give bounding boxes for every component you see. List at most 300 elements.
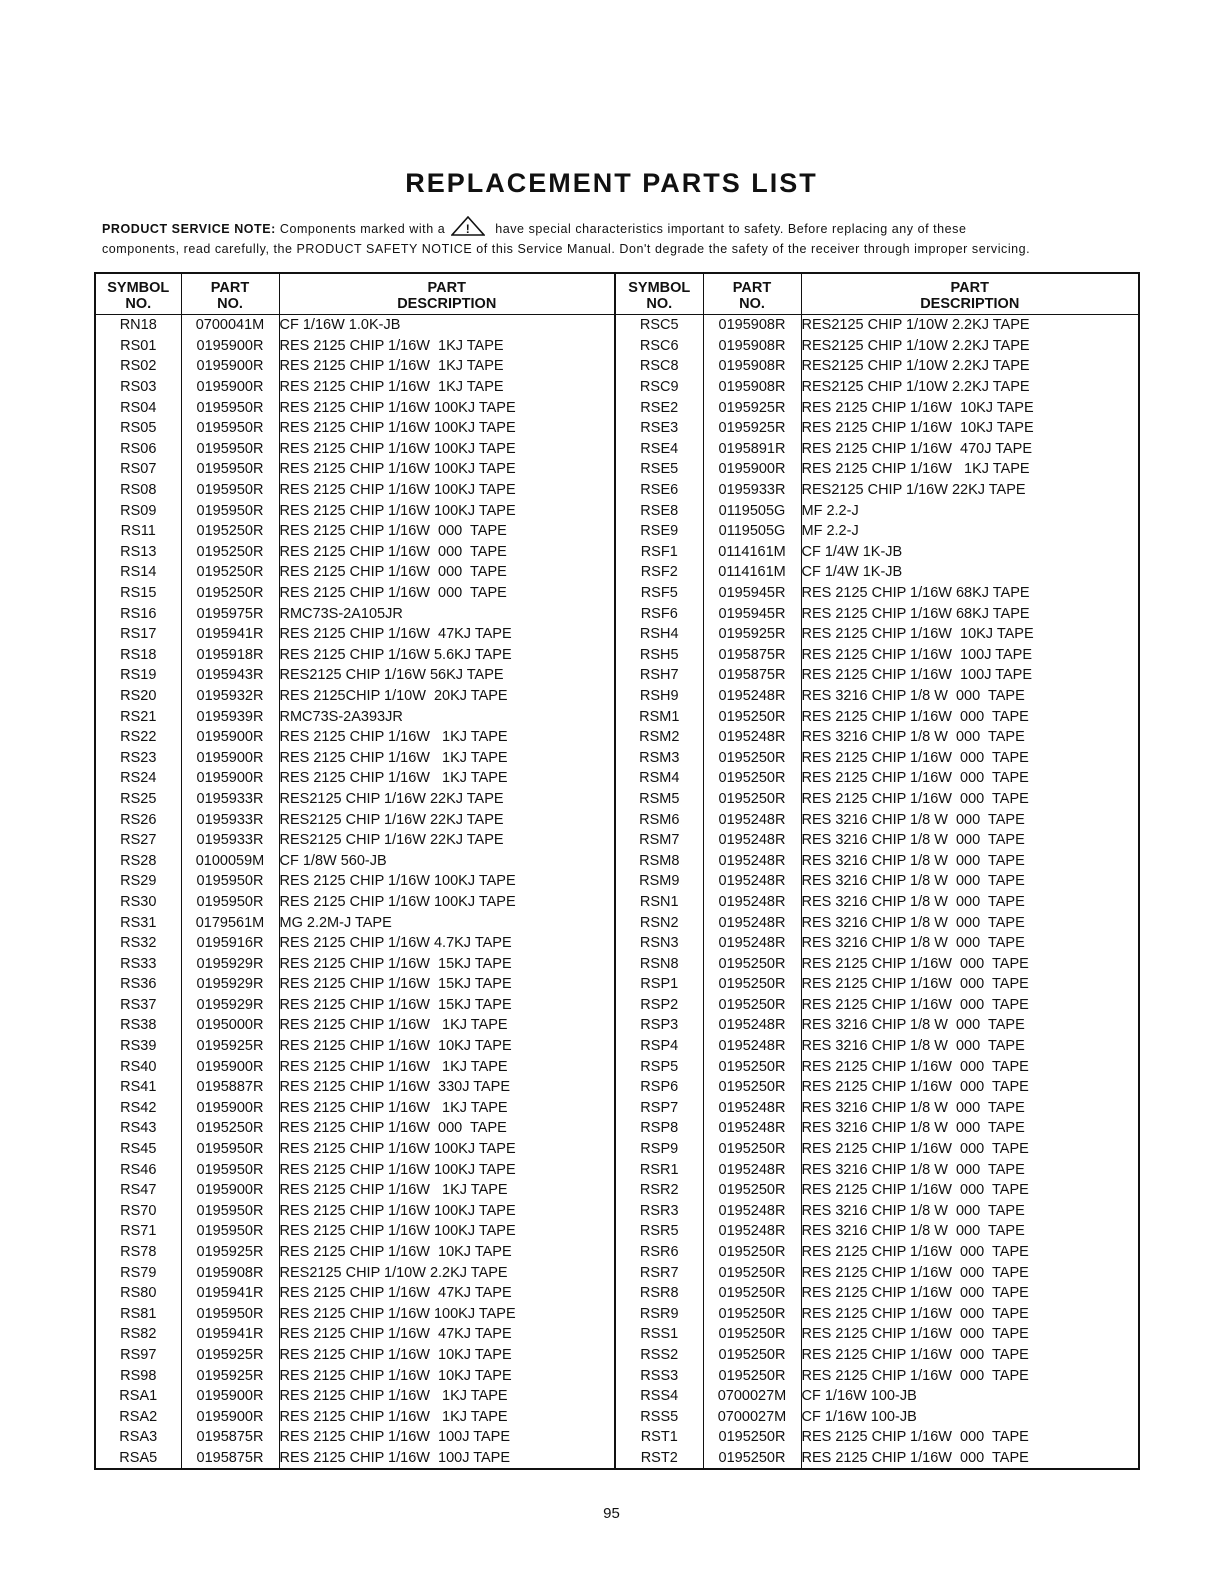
header-part-description: PART DESCRIPTION [279,273,615,315]
part-description-right-cell: RES 2125 CHIP 1/16W 000 TAPE [801,1242,1139,1263]
part-no-cell: 0195900R [181,1406,279,1427]
part-description-right-cell: RES 2125 CHIP 1/16W 68KJ TAPE [801,603,1139,624]
part-description-right-cell: RES 2125 CHIP 1/16W 000 TAPE [801,747,1139,768]
part-no-right-cell: 0195250R [703,1427,801,1448]
symbol-no-cell: RS05 [95,418,181,439]
part-no-cell: 0195932R [181,686,279,707]
symbol-no-cell: RS43 [95,1118,181,1139]
symbol-no-cell: RS15 [95,583,181,604]
table-row [95,953,1139,974]
symbol-no-cell: RS11 [95,521,181,542]
note-label: PRODUCT SERVICE NOTE: [102,222,276,236]
part-description-cell: RES 2125 CHIP 1/16W 100KJ TAPE [279,892,615,913]
table-row [95,562,1139,583]
part-no-right-cell: 0195250R [703,1056,801,1077]
symbol-no-right-cell: RSM3 [615,747,703,768]
note-text-2: have special characteristics important to safety. Before replacing any of these [495,222,967,236]
symbol-no-cell: RSA5 [95,1448,181,1470]
part-no-right-cell: 0195908R [703,377,801,398]
symbol-no-cell: RS26 [95,809,181,830]
part-description-cell: RES 2125 CHIP 1/16W 100KJ TAPE [279,871,615,892]
part-no-right-cell: 0195900R [703,459,801,480]
table-row [95,397,1139,418]
symbol-no-right-cell: RSC5 [615,315,703,336]
symbol-no-right-cell: RSP9 [615,1139,703,1160]
symbol-no-right-cell: RSS1 [615,1324,703,1345]
table-header-row [95,273,1139,315]
symbol-no-cell: RS29 [95,871,181,892]
part-no-cell: 0195900R [181,727,279,748]
symbol-no-cell: RS25 [95,789,181,810]
part-description-right-cell: RES 3216 CHIP 1/8 W 000 TAPE [801,1118,1139,1139]
part-description-right-cell: RES 3216 CHIP 1/8 W 000 TAPE [801,850,1139,871]
table-row [95,603,1139,624]
part-description-right-cell: MF 2.2-J [801,521,1139,542]
table-row [95,1324,1139,1345]
part-description-right-cell: RES 2125 CHIP 1/16W 000 TAPE [801,1077,1139,1098]
symbol-no-right-cell: RSP6 [615,1077,703,1098]
symbol-no-cell: RS27 [95,830,181,851]
table-row [95,645,1139,666]
table-row [95,1180,1139,1201]
part-no-right-cell: 0195248R [703,1118,801,1139]
part-description-right-cell: RES 2125 CHIP 1/16W 100J TAPE [801,665,1139,686]
part-description-cell: RES 2125 CHIP 1/16W 100KJ TAPE [279,480,615,501]
part-description-cell: RES 2125 CHIP 1/16W 100KJ TAPE [279,397,615,418]
part-description-cell: RES 2125 CHIP 1/16W 47KJ TAPE [279,624,615,645]
part-no-cell: 0195000R [181,1015,279,1036]
part-description-cell: RES 2125 CHIP 1/16W 1KJ TAPE [279,747,615,768]
part-no-cell: 0195941R [181,624,279,645]
part-description-cell: RES 2125 CHIP 1/16W 15KJ TAPE [279,995,615,1016]
part-no-cell: 0195950R [181,439,279,460]
part-no-cell: 0195900R [181,356,279,377]
table-row [95,1221,1139,1242]
part-no-cell: 0700041M [181,315,279,336]
symbol-no-right-cell: RSF5 [615,583,703,604]
symbol-no-cell: RS24 [95,768,181,789]
part-description-cell: RES 2125 CHIP 1/16W 100KJ TAPE [279,439,615,460]
part-description-right-cell: RES2125 CHIP 1/10W 2.2KJ TAPE [801,377,1139,398]
table-row [95,1159,1139,1180]
part-no-cell: 0195250R [181,562,279,583]
part-description-right-cell: RES2125 CHIP 1/10W 2.2KJ TAPE [801,315,1139,336]
symbol-no-cell: RS46 [95,1159,181,1180]
part-description-cell: RES 2125 CHIP 1/16W 1KJ TAPE [279,377,615,398]
part-description-right-cell: RES 3216 CHIP 1/8 W 000 TAPE [801,1201,1139,1222]
table-row [95,500,1139,521]
part-description-right-cell: RES 2125 CHIP 1/16W 000 TAPE [801,1262,1139,1283]
symbol-no-cell: RS97 [95,1345,181,1366]
symbol-no-right-cell: RSM5 [615,789,703,810]
part-description-right-cell: RES2125 CHIP 1/10W 2.2KJ TAPE [801,356,1139,377]
table-row [95,1242,1139,1263]
part-description-right-cell: RES 3216 CHIP 1/8 W 000 TAPE [801,830,1139,851]
part-no-right-cell: 0114161M [703,562,801,583]
part-no-cell: 0195900R [181,336,279,357]
part-description-right-cell: RES 3216 CHIP 1/8 W 000 TAPE [801,912,1139,933]
part-description-cell: RES 2125 CHIP 1/16W 100J TAPE [279,1448,615,1470]
part-description-right-cell: CF 1/16W 100-JB [801,1386,1139,1407]
part-description-cell: RES 2125 CHIP 1/16W 1KJ TAPE [279,1386,615,1407]
part-no-right-cell: 0195248R [703,1098,801,1119]
symbol-no-right-cell: RSN2 [615,912,703,933]
part-no-right-cell: 0195945R [703,583,801,604]
symbol-no-right-cell: RSF1 [615,542,703,563]
part-no-right-cell: 0195250R [703,974,801,995]
part-description-right-cell: RES 2125 CHIP 1/16W 000 TAPE [801,1345,1139,1366]
symbol-no-cell: RS13 [95,542,181,563]
part-no-right-cell: 0195250R [703,706,801,727]
part-description-cell: RES 2125 CHIP 1/16W 000 TAPE [279,1118,615,1139]
part-no-right-cell: 0195250R [703,1283,801,1304]
symbol-no-cell: RS98 [95,1365,181,1386]
table-row [95,809,1139,830]
symbol-no-cell: RS81 [95,1304,181,1325]
part-no-right-cell: 0195908R [703,356,801,377]
part-no-cell: 0195950R [181,1159,279,1180]
part-no-cell: 0195925R [181,1036,279,1057]
part-no-right-cell: 0195945R [703,603,801,624]
part-description-cell: RES 2125 CHIP 1/16W 1KJ TAPE [279,1015,615,1036]
symbol-no-cell: RS41 [95,1077,181,1098]
part-no-cell: 0195875R [181,1427,279,1448]
part-description-cell: RES 2125 CHIP 1/16W 4.7KJ TAPE [279,933,615,954]
product-service-note [102,216,1112,258]
header-symbol-no-right: SYMBOL NO. [615,273,703,315]
part-description-right-cell: RES 3216 CHIP 1/8 W 000 TAPE [801,686,1139,707]
symbol-no-right-cell: RSR5 [615,1221,703,1242]
note-text-3: components, read carefully, the PRODUCT SAFETY NOTICE of this Service Manual. Don't degrade the safety of the receiver through improper servicing. [102,242,1031,256]
table-row [95,686,1139,707]
table-row [95,336,1139,357]
symbol-no-cell: RS14 [95,562,181,583]
part-description-cell: RES 2125 CHIP 1/16W 1KJ TAPE [279,356,615,377]
part-description-cell: RES 2125 CHIP 1/16W 1KJ TAPE [279,1180,615,1201]
symbol-no-cell: RS31 [95,912,181,933]
symbol-no-right-cell: RSM7 [615,830,703,851]
symbol-no-cell: RS80 [95,1283,181,1304]
part-no-right-cell: 0195250R [703,1324,801,1345]
table-row [95,377,1139,398]
table-row [95,892,1139,913]
symbol-no-right-cell: RSE8 [615,500,703,521]
table-row [95,1386,1139,1407]
part-no-cell: 0195933R [181,830,279,851]
symbol-no-cell: RS20 [95,686,181,707]
symbol-no-cell: RSA1 [95,1386,181,1407]
table-row [95,1056,1139,1077]
part-no-cell: 0195250R [181,583,279,604]
symbol-no-cell: RS38 [95,1015,181,1036]
part-no-right-cell: 0195908R [703,315,801,336]
part-no-cell: 0195925R [181,1365,279,1386]
symbol-no-cell: RS42 [95,1098,181,1119]
table-row [95,727,1139,748]
table-row [95,850,1139,871]
table-row [95,665,1139,686]
part-description-cell: RES 2125 CHIP 1/16W 000 TAPE [279,542,615,563]
symbol-no-right-cell: RSN3 [615,933,703,954]
part-no-right-cell: 0195248R [703,1201,801,1222]
part-description-cell: RES 2125 CHIP 1/16W 15KJ TAPE [279,974,615,995]
symbol-no-right-cell: RSE5 [615,459,703,480]
part-description-cell: RES 2125 CHIP 1/16W 47KJ TAPE [279,1324,615,1345]
symbol-no-cell: RS70 [95,1201,181,1222]
symbol-no-right-cell: RSR6 [615,1242,703,1263]
symbol-no-right-cell: RSE6 [615,480,703,501]
part-description-cell: RMC73S-2A393JR [279,706,615,727]
part-description-cell: RES 2125 CHIP 1/16W 10KJ TAPE [279,1036,615,1057]
symbol-no-cell: RS37 [95,995,181,1016]
part-no-cell: 0179561M [181,912,279,933]
part-no-right-cell: 0195250R [703,995,801,1016]
part-description-right-cell: RES 3216 CHIP 1/8 W 000 TAPE [801,892,1139,913]
table-row [95,995,1139,1016]
part-no-cell: 0195916R [181,933,279,954]
part-no-right-cell: 0195248R [703,933,801,954]
part-no-right-cell: 0195250R [703,1448,801,1470]
part-no-right-cell: 0195933R [703,480,801,501]
symbol-no-cell: RS78 [95,1242,181,1263]
symbol-no-right-cell: RSH4 [615,624,703,645]
symbol-no-cell: RS71 [95,1221,181,1242]
part-no-right-cell: 0195248R [703,809,801,830]
part-no-right-cell: 0195248R [703,871,801,892]
part-no-right-cell: 0195248R [703,892,801,913]
symbol-no-right-cell: RSP2 [615,995,703,1016]
part-description-right-cell: RES2125 CHIP 1/16W 22KJ TAPE [801,480,1139,501]
part-no-cell: 0195950R [181,1221,279,1242]
part-description-right-cell: RES 2125 CHIP 1/16W 1KJ TAPE [801,459,1139,480]
part-description-right-cell: RES 2125 CHIP 1/16W 470J TAPE [801,439,1139,460]
part-no-cell: 0195950R [181,1304,279,1325]
header-part-no-right: PART NO. [703,273,801,315]
symbol-no-right-cell: RSE9 [615,521,703,542]
part-no-right-cell: 0195248R [703,1159,801,1180]
part-no-cell: 0195900R [181,1098,279,1119]
part-description-right-cell: RES 2125 CHIP 1/16W 000 TAPE [801,1056,1139,1077]
part-description-cell: RMC73S-2A105JR [279,603,615,624]
part-description-right-cell: RES 3216 CHIP 1/8 W 000 TAPE [801,1221,1139,1242]
part-no-cell: 0195950R [181,1139,279,1160]
part-description-cell: RES2125 CHIP 1/16W 22KJ TAPE [279,789,615,810]
page-number: 95 [603,1505,620,1522]
part-no-cell: 0195941R [181,1324,279,1345]
part-no-cell: 0195950R [181,459,279,480]
symbol-no-right-cell: RSR7 [615,1262,703,1283]
part-description-right-cell: RES 3216 CHIP 1/8 W 000 TAPE [801,1098,1139,1119]
part-no-right-cell: 0195250R [703,1262,801,1283]
symbol-no-right-cell: RSH9 [615,686,703,707]
part-no-cell: 0195900R [181,1386,279,1407]
symbol-no-right-cell: RSS5 [615,1406,703,1427]
symbol-no-right-cell: RSM6 [615,809,703,830]
part-no-cell: 0195950R [181,1201,279,1222]
symbol-no-cell: RS47 [95,1180,181,1201]
part-description-right-cell: RES 3216 CHIP 1/8 W 000 TAPE [801,871,1139,892]
symbol-no-right-cell: RSM9 [615,871,703,892]
warning-triangle-icon [451,216,485,241]
table-row [95,1262,1139,1283]
part-no-right-cell: 0195250R [703,747,801,768]
part-description-cell: RES 2125 CHIP 1/16W 1KJ TAPE [279,768,615,789]
symbol-no-cell: RS07 [95,459,181,480]
symbol-no-cell: RS23 [95,747,181,768]
table-row [95,418,1139,439]
part-description-right-cell: RES 2125 CHIP 1/16W 10KJ TAPE [801,418,1139,439]
symbol-no-cell: RS40 [95,1056,181,1077]
symbol-no-cell: RS04 [95,397,181,418]
part-no-right-cell: 0195875R [703,645,801,666]
part-description-cell: RES2125 CHIP 1/16W 22KJ TAPE [279,830,615,851]
symbol-no-right-cell: RSS4 [615,1386,703,1407]
symbol-no-right-cell: RSP3 [615,1015,703,1036]
header-part-no: PART NO. [181,273,279,315]
symbol-no-right-cell: RSE3 [615,418,703,439]
part-description-cell: RES 2125 CHIP 1/16W 10KJ TAPE [279,1242,615,1263]
part-description-right-cell: RES 3216 CHIP 1/8 W 000 TAPE [801,1159,1139,1180]
table-row [95,542,1139,563]
symbol-no-right-cell: RSR2 [615,1180,703,1201]
part-no-right-cell: 0195248R [703,1036,801,1057]
part-description-right-cell: RES 3216 CHIP 1/8 W 000 TAPE [801,1036,1139,1057]
part-description-right-cell: RES 2125 CHIP 1/16W 10KJ TAPE [801,397,1139,418]
table-row [95,1139,1139,1160]
part-description-right-cell: RES2125 CHIP 1/10W 2.2KJ TAPE [801,336,1139,357]
symbol-no-right-cell: RSH7 [615,665,703,686]
part-no-right-cell: 0195891R [703,439,801,460]
part-no-right-cell: 0195250R [703,1345,801,1366]
table-row [95,439,1139,460]
part-no-right-cell: 0195248R [703,830,801,851]
part-no-right-cell: 0195248R [703,1221,801,1242]
part-no-right-cell: 0195250R [703,1242,801,1263]
part-no-cell: 0195900R [181,768,279,789]
part-description-right-cell: CF 1/16W 100-JB [801,1406,1139,1427]
symbol-no-right-cell: RSE2 [615,397,703,418]
part-description-cell: RES 2125 CHIP 1/16W 000 TAPE [279,583,615,604]
part-no-cell: 0195250R [181,521,279,542]
part-description-right-cell: RES 2125 CHIP 1/16W 000 TAPE [801,995,1139,1016]
part-no-right-cell: 0195248R [703,686,801,707]
symbol-no-cell: RSA3 [95,1427,181,1448]
part-no-right-cell: 0195925R [703,418,801,439]
part-no-right-cell: 0119505G [703,521,801,542]
part-no-right-cell: 0195250R [703,953,801,974]
table-row [95,521,1139,542]
part-description-right-cell: RES 2125 CHIP 1/16W 000 TAPE [801,1139,1139,1160]
part-description-right-cell: RES 2125 CHIP 1/16W 000 TAPE [801,1365,1139,1386]
table-row [95,459,1139,480]
symbol-no-right-cell: RSS2 [615,1345,703,1366]
part-description-cell: RES 2125 CHIP 1/16W 100J TAPE [279,1427,615,1448]
part-no-cell: 0195925R [181,1242,279,1263]
symbol-no-cell: RS82 [95,1324,181,1345]
symbol-no-right-cell: RSR1 [615,1159,703,1180]
part-no-cell: 0195900R [181,1056,279,1077]
part-no-right-cell: 0700027M [703,1386,801,1407]
symbol-no-cell: RS19 [95,665,181,686]
symbol-no-cell: RS79 [95,1262,181,1283]
note-text-1: Components marked with a [279,222,446,236]
symbol-no-right-cell: RSC8 [615,356,703,377]
symbol-no-cell: RS08 [95,480,181,501]
part-description-right-cell: RES 3216 CHIP 1/8 W 000 TAPE [801,727,1139,748]
part-description-cell: RES 2125 CHIP 1/16W 47KJ TAPE [279,1283,615,1304]
table-row [95,1406,1139,1427]
symbol-no-right-cell: RSP7 [615,1098,703,1119]
part-description-right-cell: RES 2125 CHIP 1/16W 000 TAPE [801,789,1139,810]
symbol-no-cell: RS01 [95,336,181,357]
part-no-cell: 0195933R [181,789,279,810]
part-no-cell: 0195929R [181,974,279,995]
part-no-cell: 0195950R [181,397,279,418]
table-row [95,1283,1139,1304]
part-no-cell: 0195939R [181,706,279,727]
part-no-right-cell: 0195248R [703,912,801,933]
table-row [95,1118,1139,1139]
symbol-no-right-cell: RSS3 [615,1365,703,1386]
page-title: REPLACEMENT PARTS LIST [405,168,818,198]
table-row [95,315,1139,336]
table-row [95,356,1139,377]
part-no-cell: 0195933R [181,809,279,830]
part-description-right-cell: RES 2125 CHIP 1/16W 000 TAPE [801,1180,1139,1201]
part-description-cell: RES 2125 CHIP 1/16W 100KJ TAPE [279,1201,615,1222]
symbol-no-cell: RS16 [95,603,181,624]
part-no-cell: 0195929R [181,995,279,1016]
symbol-no-cell: RSA2 [95,1406,181,1427]
part-no-cell: 0195900R [181,377,279,398]
part-description-cell: RES 2125 CHIP 1/16W 100KJ TAPE [279,1221,615,1242]
table-row [95,1201,1139,1222]
part-no-right-cell: 0195250R [703,1180,801,1201]
part-no-right-cell: 0195925R [703,624,801,645]
symbol-no-right-cell: RSR8 [615,1283,703,1304]
part-description-cell: RES 2125 CHIP 1/16W 000 TAPE [279,562,615,583]
part-no-right-cell: 0195248R [703,850,801,871]
symbol-no-right-cell: RSF2 [615,562,703,583]
table-row [95,1304,1139,1325]
part-description-cell: RES2125 CHIP 1/10W 2.2KJ TAPE [279,1262,615,1283]
part-no-cell: 0195950R [181,500,279,521]
part-no-cell: 0195250R [181,1118,279,1139]
part-description-cell: RES 2125 CHIP 1/16W 1KJ TAPE [279,336,615,357]
symbol-no-right-cell: RST1 [615,1427,703,1448]
symbol-no-right-cell: RSP8 [615,1118,703,1139]
part-description-right-cell: RES 2125 CHIP 1/16W 000 TAPE [801,1283,1139,1304]
symbol-no-right-cell: RSR9 [615,1304,703,1325]
symbol-no-cell: RS22 [95,727,181,748]
part-description-right-cell: RES 2125 CHIP 1/16W 000 TAPE [801,974,1139,995]
symbol-no-right-cell: RSN1 [615,892,703,913]
part-no-cell: 0100059M [181,850,279,871]
part-description-cell: RES 2125 CHIP 1/16W 1KJ TAPE [279,1098,615,1119]
part-no-right-cell: 0195875R [703,665,801,686]
part-description-right-cell: CF 1/4W 1K-JB [801,562,1139,583]
part-no-right-cell: 0114161M [703,542,801,563]
table-row [95,1365,1139,1386]
part-description-right-cell: RES 2125 CHIP 1/16W 000 TAPE [801,1304,1139,1325]
symbol-no-right-cell: RSR3 [615,1201,703,1222]
part-no-right-cell: 0119505G [703,500,801,521]
part-no-right-cell: 0195250R [703,789,801,810]
symbol-no-right-cell: RSC6 [615,336,703,357]
part-no-cell: 0195943R [181,665,279,686]
symbol-no-right-cell: RSN8 [615,953,703,974]
part-description-cell: RES 2125 CHIP 1/16W 330J TAPE [279,1077,615,1098]
